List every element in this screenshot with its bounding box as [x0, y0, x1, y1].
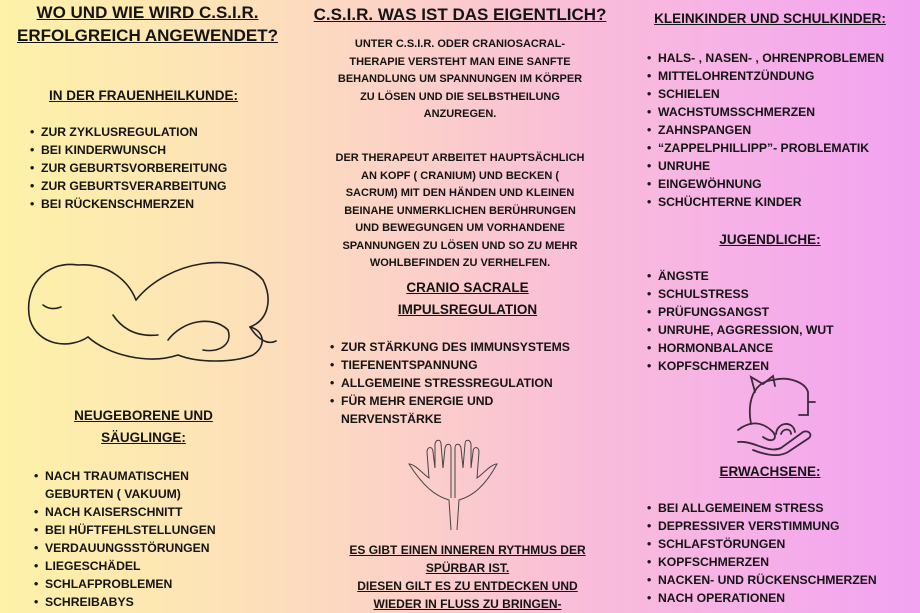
list-item: • ZAHNSPANGEN — [647, 121, 884, 139]
kids-list — [647, 49, 884, 211]
closing-line: DIESEN GILT ES ZU ENTDECKEN UND — [357, 579, 578, 593]
list-item: • TIEFENENTSPANNUNG — [330, 356, 570, 374]
list-item-line: NACH TRAUMATISCHEN — [45, 469, 189, 483]
list-item: • ALLGEMEINE STRESSREGULATION — [330, 374, 570, 392]
sleeping-baby-icon — [18, 245, 283, 375]
baby-list — [34, 467, 216, 611]
teen-heading: JUGENDLICHE: — [719, 232, 821, 247]
list-item: • HALS- , NASEN- , OHRENPROBLEMEN — [647, 49, 884, 67]
cranio-list — [330, 338, 570, 428]
list-item-line: NERVENSTÄRKE — [341, 412, 442, 426]
kids-heading: KLEINKINDER UND SCHULKINDER: — [654, 11, 886, 26]
paragraph-line: SPANNUNGEN ZU LÖSEN UND SO ZU MEHR — [342, 239, 578, 252]
list-item: • BEI RÜCKENSCHMERZEN — [30, 195, 227, 213]
cranio-heading-line: CRANIO SACRALE — [406, 280, 529, 295]
adult-list — [647, 499, 877, 607]
women-heading: IN DER FRAUENHEILKUNDE: — [49, 88, 238, 103]
list-item: • BEI HÜFTFEHLSTELLUNGEN — [34, 521, 216, 539]
list-item: • ZUR GEBURTSVERARBEITUNG — [30, 177, 227, 195]
list-item: • NACH KAISERSCHNITT — [34, 503, 216, 521]
list-item: • SCHREIBABYS — [34, 593, 216, 611]
list-item: • UNRUHE — [647, 157, 884, 175]
paragraph-line: UND BEWEGUNGEN UM VORHANDENE — [355, 222, 565, 234]
middle-title: C.S.I.R. WAS IST DAS EIGENTLICH? — [313, 5, 607, 24]
list-item-line: GEBURTEN ( VAKUUM) — [45, 487, 181, 501]
closing-line: WIEDER IN FLUSS ZU BRINGEN- — [373, 597, 562, 611]
closing-line: SPÜRBAR IST. — [425, 561, 510, 575]
baby-heading-line: SÄUGLINGE: — [101, 430, 186, 445]
paragraph-line: ZU LÖSEN UND DIE SELBSTHEILUNG — [360, 90, 560, 103]
paragraph-line: WOHLBEFINDEN ZU VERHELFEN. — [369, 257, 551, 269]
left-title-line: ERFOLGREICH ANGEWENDET? — [17, 26, 278, 45]
intro-paragraph — [305, 36, 615, 124]
paragraph-line: ANZUREGEN. — [423, 108, 497, 120]
list-item: • SCHLAFSTÖRUNGEN — [647, 535, 877, 553]
list-item: • BEI ALLGEMEINEM STRESS — [647, 499, 877, 517]
list-item: • VERDAUUNGSSTÖRUNGEN — [34, 539, 216, 557]
list-item — [330, 392, 570, 428]
adult-heading: ERWACHSENE: — [719, 464, 821, 479]
list-item — [34, 467, 216, 503]
list-item: • MITTELOHRENTZÜNDUNG — [647, 67, 884, 85]
list-item: • SCHLAFPROBLEMEN — [34, 575, 216, 593]
left-title — [0, 1, 295, 47]
list-item: • DEPRESSIVER VERSTIMMUNG — [647, 517, 877, 535]
list-item: • WACHSTUMSSCHMERZEN — [647, 103, 884, 121]
list-item: • SCHÜCHTERNE KINDER — [647, 193, 884, 211]
list-item: • ÄNGSTE — [647, 267, 834, 285]
list-item: • SCHIELEN — [647, 85, 884, 103]
baby-heading-line: NEUGEBORENE UND — [74, 408, 213, 423]
list-item: • NACKEN- UND RÜCKENSCHMERZEN — [647, 571, 877, 589]
list-item: • ZUR GEBURTSVORBEREITUNG — [30, 159, 227, 177]
paragraph-line: UNTER C.S.I.R. ODER CRANIOSACRAL- — [354, 38, 566, 50]
open-hands-icon — [405, 438, 501, 534]
list-item: • ZUR ZYKLUSREGULATION — [30, 123, 227, 141]
paragraph-line: BEINAHE UNMERKLICHEN BERÜHRUNGEN — [344, 204, 576, 217]
list-item: • HORMONBALANCE — [647, 339, 834, 357]
paragraph-line: AN KOPF ( CRANIUM) UND BECKEN ( — [361, 169, 559, 182]
paragraph-line: DER THERAPEUT ARBEITET HAUPTSÄCHLICH — [335, 152, 585, 164]
list-item-line: FÜR MEHR ENERGIE UND — [341, 394, 494, 408]
list-item: • PRÜFUNGSANGST — [647, 303, 834, 321]
list-item: • SCHULSTRESS — [647, 285, 834, 303]
list-item: • ZUR STÄRKUNG DES IMMUNSYSTEMS — [330, 338, 570, 356]
paragraph-line: BEHANDLUNG UM SPANNUNGEN IM KÖRPER — [337, 73, 583, 85]
cranio-heading — [305, 277, 630, 321]
teen-list — [647, 267, 834, 375]
list-item: • UNRUHE, AGGRESSION, WUT — [647, 321, 834, 339]
list-item: • EINGEWÖHNUNG — [647, 175, 884, 193]
list-item: • “ZAPPELPHILLIPP”- PROBLEMATIK — [647, 139, 884, 157]
therapist-paragraph — [305, 150, 615, 273]
cranio-heading-line: IMPULSREGULATION — [397, 302, 538, 317]
list-item: • LIEGESCHÄDEL — [34, 557, 216, 575]
list-item: • BEI KINDERWUNSCH — [30, 141, 227, 159]
women-list — [30, 123, 227, 213]
left-title-line: WO UND WIE WIRD C.S.I.R. — [36, 3, 259, 22]
head-in-hand-icon — [733, 372, 828, 457]
closing-line: ES GIBT EINEN INNEREN RYTHMUS DER — [349, 543, 586, 557]
closing-statement — [305, 541, 630, 613]
baby-heading — [0, 405, 287, 449]
paragraph-line: SACRUM) MIT DEN HÄNDEN UND KLEINEN — [345, 187, 575, 199]
list-item: • NACH OPERATIONEN — [647, 589, 877, 607]
list-item: • KOPFSCHMERZEN — [647, 357, 834, 375]
paragraph-line: THERAPIE VERSTEHT MAN EINE SANFTE — [349, 55, 571, 68]
list-item: • KOPFSCHMERZEN — [647, 553, 877, 571]
